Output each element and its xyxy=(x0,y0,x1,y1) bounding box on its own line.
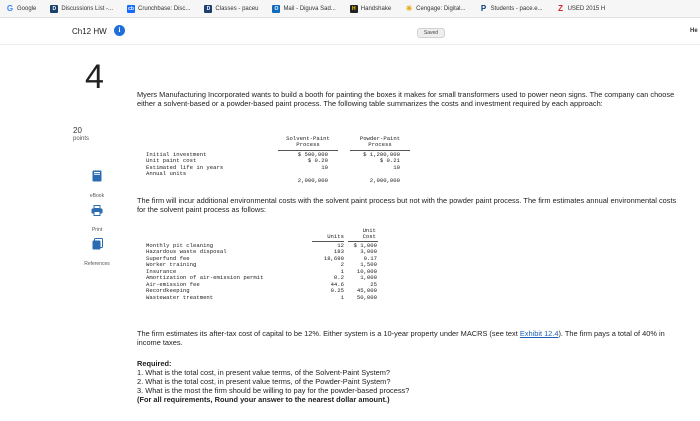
table-row-label: Superfund fee xyxy=(146,254,190,262)
table-row-label: Initial investment xyxy=(146,150,207,158)
table-cell: 3,000 xyxy=(360,248,377,255)
table-cell: 2 xyxy=(340,261,344,268)
table-cell: 10 xyxy=(321,163,328,171)
bookmark-discussions[interactable] xyxy=(50,5,113,13)
table-row-label: Annual units xyxy=(146,170,187,177)
table-row-label: Insurance xyxy=(146,267,177,275)
crunchbase-icon: cb xyxy=(128,5,134,12)
table-cell: 1,500 xyxy=(360,261,377,268)
capital-text: The firm estimates its after-tax cost of capital to be 12%. Either system is a 10-year property under MACRS (see text xyxy=(137,329,520,338)
z-icon: Z xyxy=(558,3,563,13)
table-cell: $ 500,000 xyxy=(297,150,328,158)
required-heading: Required: xyxy=(137,359,172,368)
d2l-icon: D xyxy=(50,5,58,13)
points-value: 20 xyxy=(73,126,82,135)
table-row-label: Air-emission fee xyxy=(146,280,200,288)
bookmark-google[interactable] xyxy=(6,5,36,13)
bookmark-label: Handshake xyxy=(360,5,392,12)
references-label: References xyxy=(84,261,110,267)
bookmark-label: Cengage: Digital... xyxy=(416,5,466,12)
bookmark-label: Discussions List -... xyxy=(61,5,114,12)
table-cell: 50,000 xyxy=(356,293,377,301)
table-cell: 44.6 xyxy=(330,280,344,288)
ebook-icon xyxy=(92,170,102,182)
required-section xyxy=(137,359,677,404)
table-cell: 10,000 xyxy=(356,267,377,275)
table-header: Unit xyxy=(362,227,376,234)
required-item: 2. What is the total cost, in present value terms, of the Powder-Paint System? xyxy=(137,377,391,386)
table-row-label: Wastewater treatment xyxy=(146,293,214,301)
table-cell: 1,000 xyxy=(360,274,377,281)
table-row-label: Recordkeeping xyxy=(146,287,190,294)
saved-status-button[interactable]: Saved xyxy=(417,28,445,38)
table-header: Solvent-Paint xyxy=(286,135,330,142)
bookmark-handshake[interactable] xyxy=(350,5,391,13)
table-row-label: Monthly pit cleaning xyxy=(146,241,214,249)
bookmark-students[interactable] xyxy=(480,5,543,13)
table-row-label: Unit paint cost xyxy=(146,157,197,164)
table-cell: $ 1,000 xyxy=(353,241,377,249)
table-header: Process xyxy=(368,141,392,149)
environmental-paragraph: The firm will incur additional environmental costs with the solvent paint process but not with the powder paint process. The firm estimates annual environmental costs for the solvent paint process as follows: xyxy=(137,196,677,214)
handshake-icon: H xyxy=(350,5,358,13)
assignment-header xyxy=(0,19,700,45)
capital-paragraph xyxy=(137,329,677,347)
table-header: Process xyxy=(296,141,320,149)
table-cell: 0.25 xyxy=(330,287,344,294)
table-row-label: Hazardous waste disposal xyxy=(146,248,227,255)
d2l-icon: D xyxy=(204,5,212,13)
exhibit-link[interactable]: Exhibit 12.4 xyxy=(519,329,559,338)
bookmark-label: Crunchbase: Disc... xyxy=(138,5,191,12)
points-label: points xyxy=(73,136,90,142)
google-icon: G xyxy=(6,3,14,13)
table-row-label: Worker training xyxy=(146,261,197,268)
table-cell: 18,690 xyxy=(323,254,344,262)
bookmark-cengage[interactable] xyxy=(405,5,465,13)
table-cell: 0.17 xyxy=(363,254,377,262)
table-row-label: Amortization of air-emission permit xyxy=(146,274,264,281)
table-header: Powder-Paint xyxy=(359,135,401,142)
table-cell: 45,000 xyxy=(356,287,377,294)
bookmark-label: Google xyxy=(17,5,37,12)
print-icon xyxy=(91,205,103,216)
table-row-label: Estimated life in years xyxy=(146,163,224,171)
ebook-label: eBook xyxy=(89,193,105,199)
bookmarks-bar xyxy=(0,0,700,18)
table-cell: 1 xyxy=(340,293,344,301)
required-item: 3. What is the most the firm should be willing to pay for the powder-based process? xyxy=(137,386,410,395)
table-cell: 1 xyxy=(340,267,344,275)
cengage-icon: ✳ xyxy=(405,3,413,13)
bookmark-label: Classes - paceu xyxy=(215,5,259,12)
table-cell: $ 1,200,000 xyxy=(363,150,400,158)
table-cell: $ 0.21 xyxy=(379,157,400,164)
assignment-title: Ch12 HW xyxy=(72,27,107,36)
required-item: 1. What is the total cost, in present value terms, of the Solvent-Paint System? xyxy=(137,368,391,377)
table-cell: 10 xyxy=(393,163,400,171)
table-cell: 2,000,000 xyxy=(369,177,400,184)
bookmark-used[interactable] xyxy=(557,5,606,13)
header-right-text[interactable]: He xyxy=(690,28,698,34)
cost-investment-table xyxy=(146,136,416,188)
bookmark-label: Mail - Diguva Sad... xyxy=(283,5,336,12)
outlook-icon: O xyxy=(272,5,280,13)
ebook-button[interactable] xyxy=(82,170,112,202)
bookmark-label: USED 2015 H xyxy=(567,5,606,12)
print-button[interactable] xyxy=(82,205,112,236)
table-cell: 25 xyxy=(370,280,377,288)
intro-paragraph: Myers Manufacturing Incorporated wants to build a booth for painting the boxes it makes for small transformers used to power neon signs. The company can choose either a solvent-based or a powder-based paint process. The following table summarizes the costs and investment required by each approach: xyxy=(137,90,675,108)
info-icon[interactable]: i xyxy=(114,25,125,36)
bookmark-classes[interactable] xyxy=(204,5,258,13)
table-header: Units xyxy=(327,233,344,241)
table-cell: 183 xyxy=(333,248,344,255)
table-cell: $ 0.20 xyxy=(307,157,328,164)
question-number: 4 xyxy=(85,58,104,96)
table-header: Cost xyxy=(362,233,376,241)
bookmark-mail[interactable] xyxy=(272,5,335,13)
table-cell: 12 xyxy=(337,241,344,249)
environmental-cost-table xyxy=(146,228,426,324)
pace-icon: P xyxy=(480,3,487,13)
bookmark-crunchbase[interactable] xyxy=(127,5,190,13)
table-cell: 2,000,000 xyxy=(297,177,328,184)
bookmark-label: Students - pace.e... xyxy=(490,5,543,12)
capital-text: ). The firm pays a total of 40% in income taxes. xyxy=(137,329,665,347)
references-icon xyxy=(92,238,103,250)
print-label: Print xyxy=(91,227,103,233)
references-button[interactable] xyxy=(82,238,112,270)
required-note: (For all requirements, Round your answer to the nearest dollar amount.) xyxy=(137,395,390,404)
table-cell: 0.2 xyxy=(333,274,344,281)
